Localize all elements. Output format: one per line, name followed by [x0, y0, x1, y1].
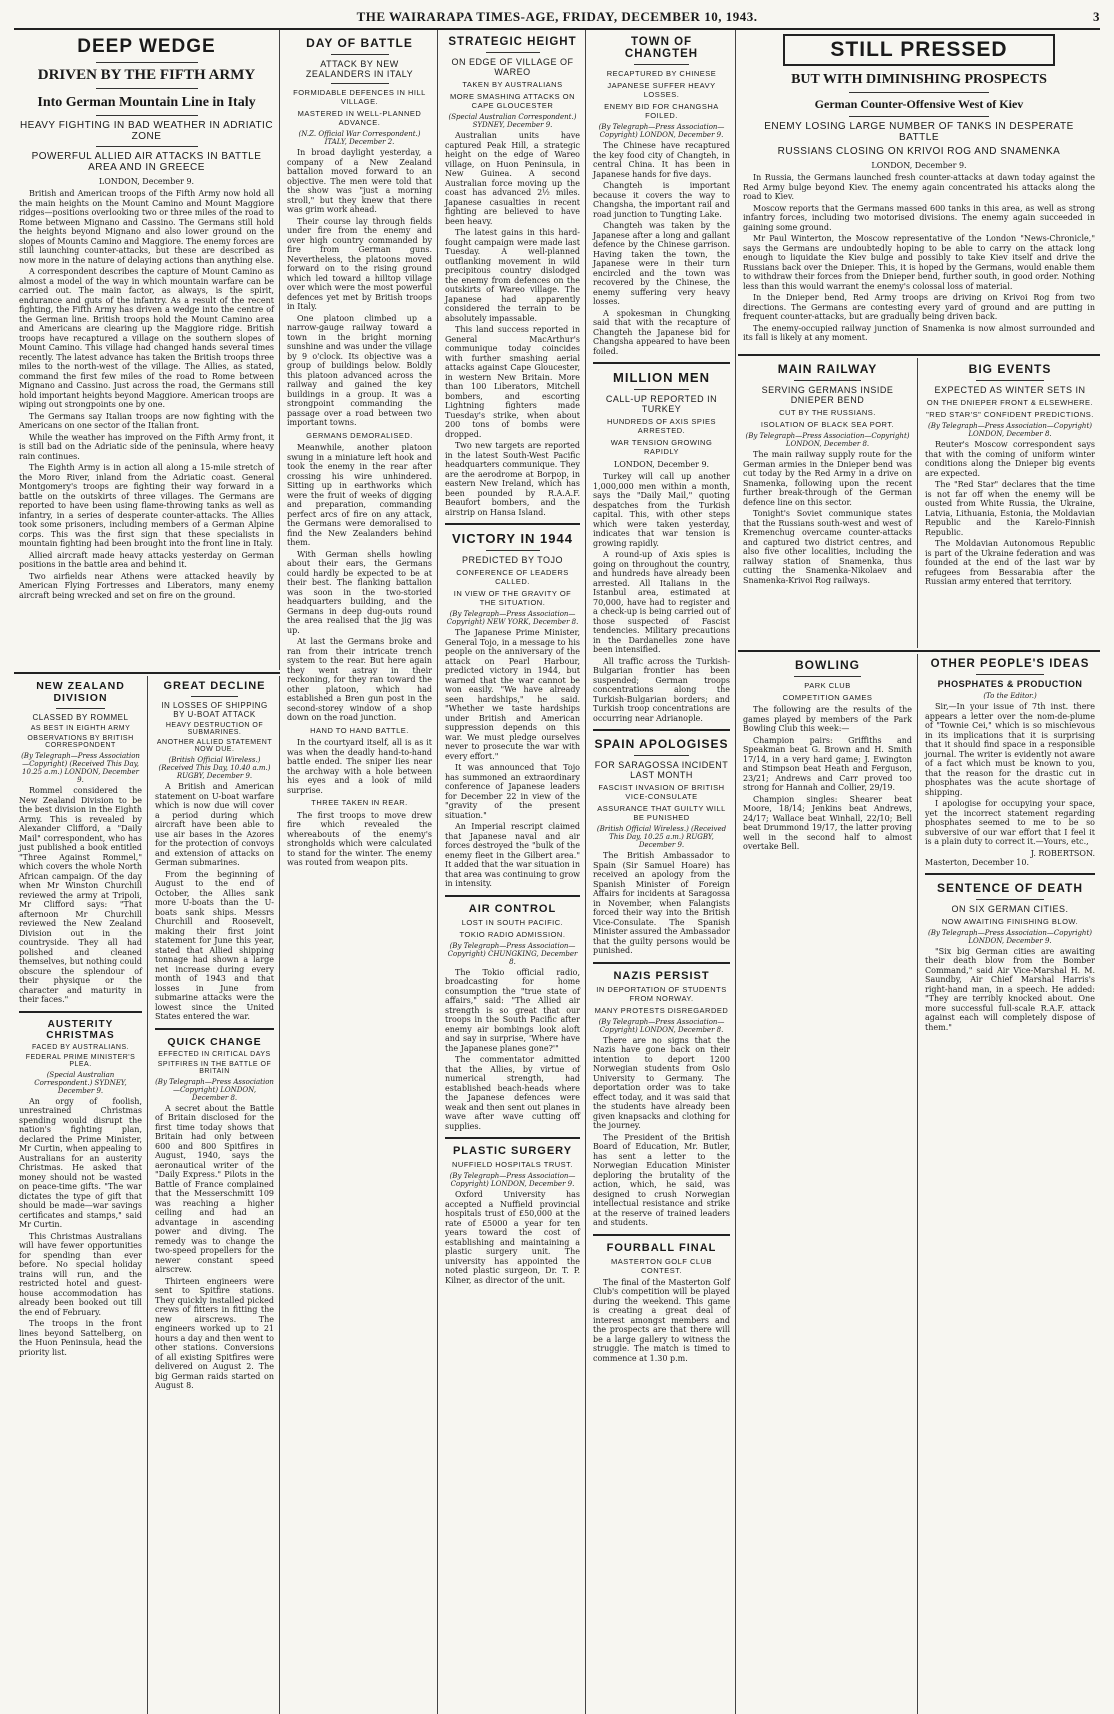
subheadline: IN DEPORTATION OF STUDENTS FROM NORWAY.	[596, 984, 727, 1003]
paragraph: The Japanese Prime Minister, General Tojo, in a message to his people on the anniversary of the attack on Pearl Harbour, predicted victory in 1944, but warned that the war cannot be won easily. "We have already seen hardships," he said. "Whether we taste hardships under British and American suppression depends on this war. We must pledge ourselves never to prosecute the war with every effort."	[445, 628, 580, 761]
article-changteh	[593, 36, 730, 356]
paragraph: Thirteen engineers were sent to Spitfire stations. They quickly installed picked crews of fitters in fitting the new airscrews. The engineers worked up to 21 hours a day and then went to other stations. Conversions of all existing Spitfires were delivered on August 2. The big German raids started on August 8.	[155, 1276, 274, 1390]
dateline: LONDON, December 9.	[871, 161, 967, 170]
headline: AUSTERITY CHRISTMAS	[46, 1018, 115, 1041]
subheadline: RECAPTURED BY CHINESE	[606, 69, 717, 78]
divider	[486, 52, 540, 53]
paragraph: All traffic across the Turkish-Bulgarian frontier has been suspended; German troops concentrations along the Turkish-Bulgarian borders; and Turkish troop concentrations are occurring near Adrianople.	[593, 656, 730, 723]
headline: TOWN OF CHANGTEH	[624, 36, 699, 60]
section-head: HAND TO HAND BATTLE.	[310, 725, 409, 735]
paragraph: Turkey will call up another 1,000,000 men within a month, says the "Daily Mail," quoting despatches from the Turkish capital. This, with other steps which were taken yesterday, indicates that war tension is growing rapidly.	[593, 472, 730, 548]
article-body	[445, 628, 580, 889]
subheadline: PARK CLUB	[804, 681, 851, 690]
paragraph: Allied aircraft made heavy attacks yesterday on German positions in the battle area and behind it.	[19, 550, 274, 569]
paragraph: A spokesman in Chungking said that with the recapture of Changteh the Japanese bid for Changsha appeared to have been foiled.	[593, 308, 730, 356]
article-body	[593, 141, 730, 356]
subheadline: EXPECTED AS WINTER SETS IN	[934, 385, 1086, 395]
article-air-control	[445, 903, 580, 1132]
credit-line: (British Official Wireless.) (Received This Day, 10.25 a.m.) RUGBY, December 9.	[596, 825, 727, 849]
article-strategic-height	[445, 36, 580, 517]
subheadline: SPITFIRES IN THE BATTLE OF BRITAIN	[157, 1060, 272, 1075]
paragraph: Rommel considered the New Zealand Division to be the best division in the Eighth Army. This is revealed by Alexander Clifford, a "Daily Mail" correspondent, who has just published a book entitled "Three Against Rommel," which covers the whole North African campaign. Of the day when Mr Winston Churchill reviewed the army at Tripoli, Mr Clifford says: "That afternoon Mr Churchill reviewed the New Zealand Division out in the countryside. They all had polished and cleaned themselves, but nothing could obscure the splendour of their physique or the character and maturity in their faces."	[19, 786, 142, 1004]
subheadline: "RED STAR'S" CONFIDENT PREDICTIONS.	[926, 410, 1094, 419]
article-body	[19, 786, 142, 1005]
divider	[634, 64, 689, 65]
rule	[593, 962, 730, 964]
subheadline: AS BEST IN EIGHTH ARMY	[30, 725, 131, 732]
section-head: GERMANS DEMORALISED.	[306, 430, 413, 440]
subheadline: TOKIO RADIO ADMISSION.	[459, 929, 566, 939]
paragraph: A round-up of Axis spies is going on throughout the country, and hundreds have already been arrested. All Italians in the Istanbul area, estimated at 70,000, have had to register and a check-up is being carried out of those suspected of Fascist tendencies. Military precautions in the Dardanelles zone have been intensified.	[593, 550, 730, 654]
headline: VICTORY IN 1944	[452, 531, 573, 546]
rule	[738, 650, 1100, 652]
subheadline: CLASSED BY ROMMEL	[32, 713, 129, 722]
headline-box	[783, 34, 1055, 66]
article-body	[155, 782, 274, 1022]
paragraph: Meanwhile, another platoon swung in a miniature left hook and took the enemy in the rear after crossing his wire unhindered. Sitting up in earthworks which were the fruit of weeks of digging and preparation, commanding perfect arcs of fire on any attack, the Germans were demoralised to find the New Zealanders behind them.	[287, 443, 432, 547]
rule	[445, 523, 580, 525]
headline: STRATEGIC HEIGHT	[448, 36, 577, 48]
column-nz	[14, 676, 148, 1714]
headline: DEEP WEDGE	[77, 36, 216, 57]
masthead	[14, 6, 1100, 30]
paragraph: I apologise for occupying your space, yet the incorrect statement regarding phosphates seemed to me to be so subversive of our war effort that I feel it is a plain duty to correct it.—Yours, etc.,	[925, 799, 1095, 846]
headline: BOWLING	[795, 658, 860, 672]
headline: STILL PRESSED	[830, 38, 1008, 61]
article-body	[445, 968, 580, 1132]
divider	[794, 676, 862, 677]
headline: MILLION MEN	[613, 370, 710, 385]
paragraph: At last the Germans broke and ran from their intricate trench system to the rear. But here again they went astray in their reckoning, for they ran toward the other platoon, which had established a Bren gun post in the second-storey window of a shop down on the road junction.	[287, 637, 432, 722]
paragraph: While the weather has improved on the Fifth Army front, it is still bad on the Adriatic side of the peninsula, where heavy rain continues.	[19, 432, 274, 461]
subheadline: FEDERAL PRIME MINISTER'S PLEA.	[25, 1053, 136, 1068]
subheadline: ENEMY LOSING LARGE NUMBER OF TANKS IN DESPERATE BATTLE	[764, 121, 1074, 143]
column-world	[588, 30, 736, 1714]
paragraph: In broad daylight yesterday, a company of a New Zealand battalion moved forward to an objective. The men were told that the show was "just a morning stroll," but they knew that there was grim work ahead.	[287, 148, 432, 214]
article-day-of-battle	[282, 30, 438, 1714]
paragraph: Their course lay through fields under fire from the enemy and over high country commanded by fire from German guns. Nevertheless, the platoons moved forward on to the rising ground which led toward a hilltop village over which were the most powerful defences yet met by British troops in Italy.	[287, 216, 432, 311]
paragraph: Two airfields near Athens were attacked heavily by American Flying Fortresses and Liberators, many enemy aircraft being wrecked and set on fire on the ground.	[19, 571, 274, 600]
section-head: THREE TAKEN IN REAR.	[311, 798, 408, 807]
divider	[331, 54, 389, 55]
article-nz-division	[19, 680, 142, 1005]
paragraph: The President of the British Board of Education, Mr. Butler, has sent a letter to the Norwegian Education Minister deploring the brutality of the action, which, he said, was designed to crush Norwegian intellectual resistance and strike at the reserve of trained leaders and students.	[593, 1132, 730, 1227]
headline: QUICK CHANGE	[167, 1035, 262, 1048]
article-plastic-surgery	[445, 1145, 580, 1285]
headline: NAZIS PERSIST	[613, 969, 710, 982]
divider	[849, 116, 990, 117]
divider	[96, 62, 198, 63]
credit-line: (By Telegraph—Press Association—Copyright) LONDON, December 9.	[598, 123, 725, 139]
subheadline: NUFFIELD HOSPITALS TRUST.	[452, 1160, 573, 1169]
dateline: LONDON, December 9.	[98, 177, 195, 186]
headline: BIG EVENTS	[968, 362, 1052, 376]
paragraph: Moscow reports that the Germans massed 600 tanks in this area, as well as strong infantry forces, including two motorised divisions. The enemy again succeeded in gaining some ground.	[743, 203, 1095, 232]
rule	[593, 362, 730, 364]
subheadline: IN VIEW OF THE GRAVITY OF THE SITUATION.	[453, 589, 572, 607]
credit-line: (British Official Wireless.) (Received This Day, 10.40 a.m.) RUGBY, December 9.	[158, 756, 271, 780]
credit-line: (By Telegraph—Press Association—Copyright) (Received This Day, 10.25 a.m.) LONDON, December 9.	[21, 752, 140, 784]
article-body	[445, 1190, 580, 1285]
rule	[14, 672, 280, 674]
credit-line: (By Telegraph—Press Association—Copyright) LONDON, December 8.	[598, 1017, 725, 1034]
headline: AIR CONTROL	[468, 902, 557, 915]
article-bowling	[738, 654, 918, 1714]
paragraph: One platoon climbed up a narrow-gauge railway toward a town in the bright morning sunshine and was under the village by 9 o'clock. Its objective was a group of buildings below. Boldly this platoon advanced across the railway and gained the key buildings in a group. It was a strongpoint commanding the passage over a road between two important towns.	[287, 313, 432, 427]
divider	[634, 389, 689, 390]
rule	[593, 1234, 730, 1236]
article-victory-1944	[445, 531, 580, 889]
article-million-men	[593, 370, 730, 723]
paragraph: This Christmas Australians will have fewer opportunities for spending than ever before. No special holiday trains will run, and the restricted hotel and guest-house accommodation has already been booked out till the end of February.	[19, 1231, 142, 1317]
paragraph: "Six big German cities are awaiting their death blow from the Bomber Command," said Air Vice-Marshal H. M. Saundby, Air Chief Marshal Harris's right-hand man, in a speech. He added: "They are terribly knocked about. One more successful full-scale R.A.F. attack against each will completely dispose of them."	[925, 946, 1095, 1032]
column-letters	[920, 654, 1100, 1714]
letter-place: Masterton, December 10.	[925, 857, 1030, 867]
subheadline: ANOTHER ALLIED STATEMENT NOW DUE.	[156, 739, 273, 753]
article-still-pressed	[738, 30, 1100, 352]
article-body	[19, 189, 274, 600]
article-body	[593, 472, 730, 723]
paragraph: The Eighth Army is in action all along a 15-mile stretch of the Moro River, inland from the Adriatic coast. General Montgomery's troops are fighting their way forward in a battle on the outskirts of three villages. The Germans are reported to have been using flame-throwing tanks as well as infantry, in a series of desperate counter-attacks. The Allies took some prisoners, including members of a German Alpine corps. This was the first sign that these specialists in mountain fighting had been brought into the front line in Italy.	[19, 463, 274, 548]
headline: PLASTIC SURGERY	[452, 1145, 573, 1157]
article-great-decline	[155, 680, 274, 1022]
divider	[976, 674, 1044, 675]
headline: NEW ZEALAND DIVISION	[36, 680, 125, 704]
subheadline: MORE SMASHING ATTACKS ON CAPE GLOUCESTER	[449, 92, 576, 110]
paragraph: In the Dnieper bend, Red Army troops are driving on Krivoi Rog from two directions. The Germans are contesting every yard of ground and are putting in frequent counter-attacks, but are gradually being driven back.	[743, 293, 1095, 321]
article-body	[593, 851, 730, 956]
article-big-events	[920, 358, 1100, 648]
credit-line: (By Telegraph—Press Association—Copyright) NEW YORK, December 8.	[446, 610, 579, 626]
rule	[445, 895, 580, 897]
subheadline: OBSERVATIONS BY BRITISH CORRESPONDENT	[27, 735, 134, 749]
column-shipping	[150, 676, 280, 1714]
headline: MAIN RAILWAY	[777, 362, 878, 376]
divider	[331, 83, 389, 84]
subheadline: DRIVEN BY THE FIFTH ARMY	[37, 67, 256, 83]
article-body	[155, 1104, 274, 1391]
subheadline: ISOLATION OF BLACK SEA PORT.	[760, 420, 895, 429]
paragraph: A secret about the Battle of Britain disclosed for the first time today shows that Britain had only between 600 and 800 Spitfires in August, 1940, says the aeronautical writer of the "Daily Express." Pilots in the Battle of France complained that the Messerschmitt 109 was reaching a higher ceiling and had an advantage in ascending power and diving. The remedy was to change the two-speed propellers for the newer constant speed airscrew.	[155, 1103, 274, 1274]
paragraph: The latest gains in this hard-fought campaign were made last Tuesday. A well-planned outflanking movement in wild precipitous country dislodged the enemy from defences on the outskirts of Wareo village. The Japanese had apparently considered the terrain to be absolutely impassable.	[445, 228, 580, 323]
article-body	[743, 705, 912, 852]
divider	[96, 88, 198, 89]
headline: DAY OF BATTLE	[306, 36, 413, 50]
paragraph: An orgy of foolish, unrestrained Christmas spending would disrupt the nation's fighting plan, declared the Prime Minister, Mr Curtin, when appealing to Australians for an austerity Christmas. He asked that money should not be wasted on peace-time gifts. "The war dictates the type of gift that should be made—war savings certificates and stamps," said Mr Curtin.	[19, 1096, 142, 1229]
paragraph: There are no signs that the Nazis have gone back on their intention to deport 1200 Norwegian students from Oslo University to Germany. The deportation order was to take effect today, and it was said that the students have already been given knapsacks and clothing for the journey.	[593, 1035, 730, 1130]
article-body	[19, 1097, 142, 1358]
subheadline: PREDICTED BY TOJO	[461, 555, 564, 565]
credit-line: (Special Australian Correspondent.) SYDNEY, December 9.	[448, 113, 577, 129]
paragraph: Mr Paul Winterton, the Moscow representative of the London "News-Chronicle," says the Germans are undoubtedly hoping to be able to carry on the attack long enough to liquidate the Kiev bulge and possibly to take Kiev itself and drive the Russians back over the Dnieper. This, it is hoped by the Germans, would enable them to withdraw their forces from the Dnieper bend, further south, in good order. Nothing less than this would warrant the enemy's colossal loss of material.	[743, 234, 1095, 291]
article-nazis-persist	[593, 970, 730, 1228]
credit-line: (By Telegraph—Press Association—Copyright) LONDON, December 8.	[928, 422, 1092, 438]
paragraph: The "Red Star" declares that the time is not far off when the enemy will be ousted from White Russia, the Ukraine, Latvia, Lithuania, Estonia, the Moldavian Republic and the Karelo-Finnish Republic.	[925, 480, 1095, 537]
article-deep-wedge	[14, 30, 280, 670]
article-body	[925, 440, 1095, 587]
article-austerity-christmas	[19, 1019, 142, 1358]
headline: SPAIN APOLOGISES	[594, 737, 729, 751]
headline: FOURBALL FINAL	[606, 1241, 717, 1254]
article-spain-apologises	[593, 737, 730, 956]
subheadline: HUNDREDS OF AXIS SPIES ARRESTED.	[607, 417, 716, 435]
article-fourball-final	[593, 1242, 730, 1364]
headline: GREAT DECLINE	[163, 680, 266, 692]
subheadline: CUT BY THE RUSSIANS.	[779, 408, 876, 417]
paragraph: Sir,—In your issue of 7th inst. there appears a letter over the nom-de-plume of "Townie Cei," which is so mischievous in its implications that it is surprising that it should find space in a responsible journal. The writer is evidently not aware of a fact which must be known to you, that the reason for the drastic cut in phosphates was the acute shortage of shipping.	[925, 702, 1095, 797]
divider	[976, 899, 1044, 900]
paragraph: The British Ambassador to Spain (Sir Samuel Hoare) has received an apology from the Spanish Minister of Foreign Affairs for incidents at Saragossa in November, when Falangists forced their way into the British Vice-Consulate. The Spanish Minister assured the Ambassador that the guilty persons would be punished.	[593, 851, 730, 955]
paragraph: With German shells howling about their ears, the Germans could hardly be expected to be at their best. The flanking battalion was soon in the two-storied headquarters building, and the Germans in deep dug-outs round the area realised that the jig was up.	[287, 549, 432, 635]
rule	[925, 873, 1095, 875]
subheadline: CONFERENCE OF LEADERS CALLED.	[456, 568, 569, 586]
subheadline: EFFECTED IN CRITICAL DAYS	[158, 1050, 271, 1058]
paragraph: From the beginning of August to the end of October, the Allies sank more U-boats than the U-boats sank ships. Messrs Churchill and Roosevelt, making their first joint statement for June this year, stated that Allied shipping tonnage had shown a large net increase during every month of 1943 and that losses in June from submarine attacks were the lowest since the United States entered the war.	[155, 869, 274, 1021]
subheadline: ON SIX GERMAN CITIES.	[951, 903, 1069, 914]
subheadline: ON EDGE OF VILLAGE OF WAREO	[451, 57, 574, 77]
article-main-railway	[738, 358, 918, 648]
paragraph: A correspondent describes the capture of Mount Camino as almost a model of the way in which mountain warfare can be carried out. The main factor, as always, is the spirit, endurance and guts of the infantry. As a result of the recent fighting, the Fifth Army has driven a wedge into the centre of the German line. British troops hold the Mount Camino area and Americans are clearing up the Maggiore ridge. British troops have recaptured a village on the southern slopes of Mount Camino. This village had changed hands several times recently. The latest advance has taken the British troops three miles to the north-west of the village. The Allies, as stated, command the first few miles of the road to Rome between Mignano and Cassino. Just across the road, the Germans still hold important heights beyond Maggiore. American troops are wiping out strongpoints one by one.	[19, 267, 274, 409]
divider	[486, 550, 540, 551]
divider	[794, 380, 862, 381]
subheadline: SERVING GERMANS INSIDE DNIEPER BEND	[761, 385, 894, 405]
paragraph: The main railway supply route for the German armies in the Dnieper bend was cut today by the Red Army in a drive on Snamenka, following upon the recent further break-through of the German defence line on this sector.	[743, 450, 912, 507]
paragraph: The final of the Masterton Golf Club's competition will be played during the weekend. This game is creating a great deal of interest amongst members and the prospects are that there will be a large gallery to witness the struggle. The match is timed to commence at 1.30 p.m.	[593, 1277, 730, 1363]
credit-line: (By Telegraph—Press Association—Copyright) LONDON, December 9.	[449, 1172, 576, 1188]
paragraph: The commentator admitted that the Allies, by virtue of numerical strength, had established beach-heads where the Japanese defences were weak and then sent out planes in wave after wave cutting off supplies.	[445, 1055, 580, 1131]
subheadline: MASTERED IN WELL-PLANNED ADVANCE.	[297, 109, 422, 127]
subheadline: JAPANESE SUFFER HEAVY LOSSES.	[607, 81, 716, 99]
subheadline: LOST IN SOUTH PACIFIC.	[461, 917, 564, 927]
subheadline: IN LOSSES OF SHIPPING BY U-BOAT ATTACK	[161, 701, 268, 719]
divider	[849, 92, 990, 93]
article-sentence-of-death	[925, 881, 1095, 1033]
paragraph: The Germans say Italian troops are now fighting with the Americans on one sector of the Italian front.	[19, 411, 274, 430]
masthead-title: THE WAIRARAPA TIMES-AGE, FRIDAY, DECEMBER 10, 1943.	[356, 9, 758, 24]
rule	[445, 1137, 580, 1139]
subheadline: CALL-UP REPORTED IN TURKEY	[605, 394, 718, 414]
paragraph: Oxford University has accepted a Nuffield provincial hospitals trust of £50,000 at the rate of £5000 a year for ten years toward the cost of establishing and maintaining a plastic surgery unit. The university has appointed the noted plastic surgeon, Dr. T. P. Kilner, as director of the unit.	[445, 1190, 580, 1285]
credit-line: (Special Australian Correspondent.) SYDNEY, December 9.	[34, 1070, 127, 1095]
subheadline: HEAVY FIGHTING IN BAD WEATHER IN ADRIATIC ZONE	[19, 120, 274, 142]
paragraph: It was announced that Tojo has summoned an extraordinary conference of Japanese leaders for December 22 in view of the "gravity of the present situation."	[445, 763, 580, 820]
paragraph: Australian units have captured Peak Hill, a strategic height on the edge of Wareo village, on Huon Peninsula, in New Guinea. A second Australian force moving up the coast has advanced 2½ miles. Japanese casualties in recent fighting are believed to have been heavy.	[445, 131, 580, 226]
paragraph: The Chinese have recaptured the key food city of Changteh, in central China. It has been in Japanese hands for five days.	[593, 141, 730, 179]
paragraph: An Imperial rescript claimed that Japanese naval and air forces destroyed the "bulk of the enemy fleet in the Gilbert area." It added that the war situation in that area was continuing to grow in intensity.	[445, 822, 580, 888]
subheadline: MASTERTON GOLF CLUB CONTEST.	[611, 1256, 712, 1275]
paragraph: The Tokio official radio, broadcasting for home consumption the "true state of affairs," said: "The Allied air strength is so great that our troops in the South Pacific after enemy air bombings look aloft and say in surprise, 'Where have the Japanese planes gone?'"	[445, 967, 580, 1053]
divider	[96, 146, 198, 147]
subheadline: NOW AWAITING FINISHING BLOW.	[941, 916, 1079, 926]
subheadline: ASSURANCE THAT GUILTY WILL BE PUNISHED	[597, 804, 726, 822]
article-body	[593, 1278, 730, 1364]
paragraph: Tonight's Soviet communique states that the Russians south-west and west of Kremenchug overcame counter-attacks and captured two district centres, and also five other localities, including the railway station of Snamenka, thus cutting the Snamenka-Nikolaev and Snamenka-Krivoi Rog railways.	[743, 509, 912, 585]
article-body	[925, 702, 1095, 847]
letter-signature: J. ROBERTSON.	[1030, 848, 1095, 858]
article-body	[445, 131, 580, 517]
paragraph: Reuter's Moscow correspondent says that with the coming of uniform winter conditions along the Dnieper big events are expected.	[925, 440, 1095, 478]
divider	[634, 755, 689, 756]
rule	[155, 1028, 274, 1030]
headline: SENTENCE OF DEATH	[936, 880, 1084, 895]
subheadline: ENEMY BID FOR CHANGSHA FOILED.	[604, 102, 719, 120]
article-body	[287, 148, 432, 868]
paragraph: Champion singles: Shearer beat Moore, 18/14; Jenkins beat Andrews, 24/17; Wallace beat Winhall, 22/10; Bell beat Drummond 19/17, the latter proving well in the second half to almost overtake Bell.	[743, 794, 912, 851]
credit-line: (By Telegraph—Press Association—Copyright) LONDON, December 8.	[155, 1077, 274, 1102]
subheadline: POWERFUL ALLIED AIR ATTACKS IN BATTLE AREA AND IN GREECE	[31, 151, 262, 173]
article-body	[743, 450, 912, 585]
paragraph: A British and American statement on U-boat warfare which is now due will cover a period during which aircraft have been able to use air bases in the Azores for the protection of convoys and extension of attacks on German submarines.	[155, 782, 274, 867]
divider	[191, 696, 239, 697]
divider	[976, 380, 1044, 381]
subheadline: COMPETITION GAMES	[782, 693, 873, 702]
article-body	[743, 173, 1095, 343]
credit-line: (To the Editor.)	[983, 692, 1037, 700]
credit-line: (By Telegraph—Press Association—Copyright) LONDON, December 8.	[745, 432, 910, 448]
paragraph: Champion pairs: Griffiths and Speakman beat G. Brown and H. Smith 17/14, in a very hard game; J. Ewington and Stimpson beat Heath and Ferguson, 23/21; Andrews and Carr proved too strong for Hannah and Collier, 29/19.	[743, 735, 912, 792]
paragraph: Two new targets are reported in the latest South-West Pacific headquarters communique. They are the aerodrome at Borpop, in eastern New Ireland, which has been pounded by R.A.A.F. Beaufort bombers, and the airstrip on Hansa Island.	[445, 441, 580, 517]
article-quick-change	[155, 1036, 274, 1391]
subheadline: MANY PROTESTS DISREGARDED	[594, 1005, 729, 1015]
subheadline: Into German Mountain Line in Italy	[37, 95, 256, 110]
divider	[56, 708, 105, 709]
paragraph: The first troops to move drew fire which revealed the whereabouts of the enemy's strongholds which were calculated to stand for the winter. The enemy was routed from weapon pits.	[287, 810, 432, 867]
credit-line: (N.Z. Official War Correspondent.) ITALY, December 2.	[298, 130, 421, 146]
page-number: 3	[1093, 9, 1100, 24]
paragraph: This land success reported in General MacArthur's communique today coincides with further smashing aerial attacks against Cape Gloucester, in western New Britain. More than 100 Liberators, Mitchell bombers, and escorting Lightning fighters made Tuesday's strike, when about 200 tons of bombs were dropped.	[445, 325, 580, 439]
article-body	[925, 947, 1095, 1033]
divider	[96, 115, 198, 116]
credit-line: (By Telegraph—Press Association—Copyright) LONDON, December 9.	[928, 928, 1092, 945]
article-other-peoples-ideas	[925, 658, 1095, 867]
subheadline: ON THE DNIEPER FRONT & ELSEWHERE.	[926, 398, 1094, 407]
column-pacific	[440, 30, 586, 1714]
article-body	[593, 1036, 730, 1228]
subheadline: WAR TENSION GROWING RAPIDLY	[610, 438, 713, 456]
subheadline: PHOSPHATES & PRODUCTION	[937, 679, 1083, 689]
subheadline: FACED BY AUSTRALIANS.	[31, 1043, 130, 1051]
paragraph: Changteh is important because it covers the way to Changsha, the important rail and road junction to Tungting Lake.	[593, 181, 730, 219]
rule	[738, 354, 1100, 356]
subheadline: FOR SARAGOSSA INCIDENT LAST MONTH	[594, 760, 729, 780]
rule	[19, 1011, 142, 1013]
paragraph: The troops in the front lines beyond Sattelberg, on the Huon Peninsula, head the priority list.	[19, 1319, 142, 1357]
subheadline: BUT WITH DIMINISHING PROSPECTS	[791, 72, 1047, 87]
dateline: LONDON, December 9.	[613, 460, 710, 469]
paragraph: The Moldavian Autonomous Republic is part of the Ukraine federation and was founded at the end of the last war by refugees from Bessarabia after the Russian army entered that territory.	[925, 539, 1095, 586]
subheadline: HEAVY DESTRUCTION OF SUBMARINES.	[165, 722, 264, 736]
subheadline: RUSSIANS CLOSING ON KRIVOI ROG AND SNAMENKA	[777, 146, 1061, 157]
paragraph: In Russia, the Germans launched fresh counter-attacks at dawn today against the Red Army bulge beyond Kiev. The enemy again concentrated his attacks along the road to Kiev.	[743, 173, 1095, 201]
subheadline: TAKEN BY AUSTRALIANS	[462, 80, 563, 89]
credit-line: (By Telegraph—Press Association—Copyright) CHUNGKING, December 8.	[447, 941, 578, 966]
subheadline: FORMIDABLE DEFENCES IN HILL VILLAGE.	[293, 88, 426, 106]
paragraph: The enemy-occupied railway junction of Snamenka is now almost surrounded and its fall is likely at any moment.	[743, 323, 1095, 342]
paragraph: In the courtyard itself, all is as it was when the deadly hand-to-hand battle ended. The sniper lies near the archway with a hole between his eyes and a look of mild surprise.	[287, 738, 432, 795]
paragraph: The following are the results of the games played by members of the Park Bowling Club this week:—	[743, 705, 912, 733]
subheadline: German Counter-Offensive West of Kiev	[814, 97, 1024, 111]
rule	[593, 729, 730, 731]
subheadline: ATTACK BY NEW ZEALANDERS IN ITALY	[305, 59, 414, 79]
paragraph: British and American troops of the Fifth Army now hold all the main heights on the Mount Camino and Mount Maggiore ridges—positions overlooking two or three miles of the road to Rome between Mignano and Cassino. The Germans still hold the heights beyond Mignano and also lower ground on the slopes of Mounts Camino and Maggiore. The enemy forces are still launching counter-attacks, but these are described as now more in the nature of delaying actions than anything else.	[19, 189, 274, 265]
headline: OTHER PEOPLE'S IDEAS	[930, 658, 1090, 670]
paragraph: Changteh was taken by the Japanese after a long and gallant defence by the Chinese garrison. Having taken the town, the Japanese were in their turn encircled and the town was recovered by the Chinese, the enemy suffering very heavy losses.	[593, 221, 730, 306]
subheadline: FASCIST INVASION OF BRITISH VICE-CONSULATE	[598, 783, 725, 801]
